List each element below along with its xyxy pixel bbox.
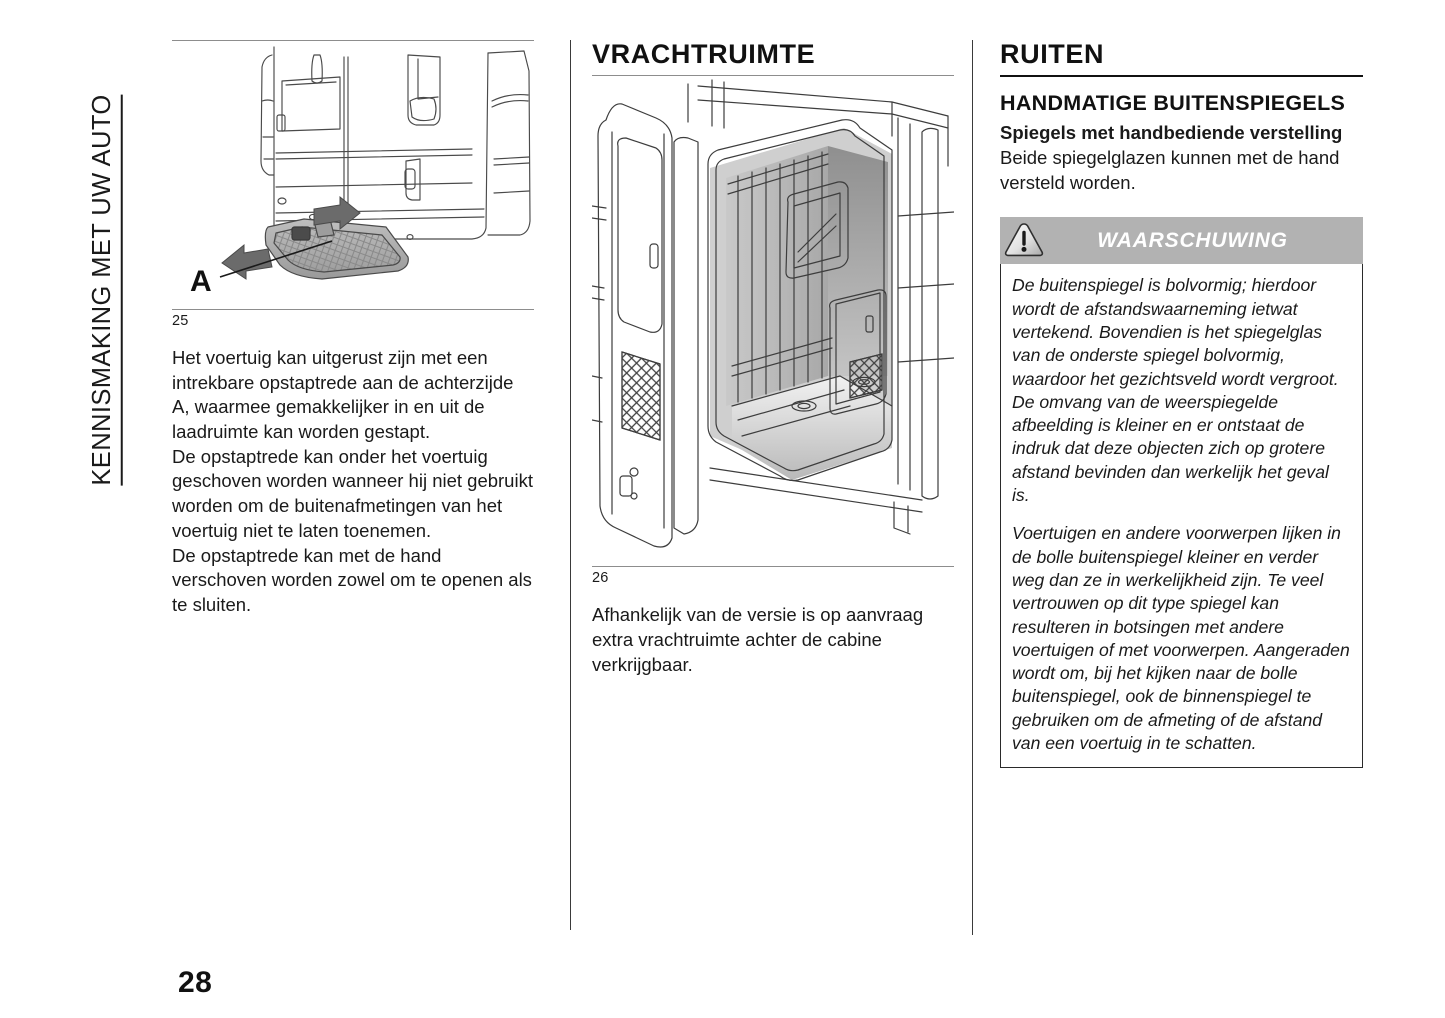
column-two: [592, 40, 954, 677]
column-one-text: [172, 346, 534, 618]
page-title-ruiten: RUITEN: [1000, 39, 1105, 69]
rear-step-extended-illustration: [172, 41, 534, 309]
figure-25: [172, 41, 534, 329]
page-number: 28: [178, 966, 213, 999]
cargo-area-side-door-illustration: [592, 76, 954, 566]
page-title-vrachtruimte: VRACHTRUIMTE: [592, 39, 816, 69]
sub-subheading-spiegels-met-handbediende-verstelling: Spiegels met handbediende verstelling: [1000, 121, 1343, 143]
paragraph: De opstaptrede kan onder het voertuig geschoven worden wanneer hij niet gebruikt worden om de buitenafmetingen van het voertuig niet te laten toenemen.: [172, 445, 533, 541]
figure-26: [592, 76, 954, 586]
warning-triangle-icon: [1002, 219, 1046, 263]
figure-25-number: 25: [172, 313, 189, 329]
ruiten-title-rule: [1000, 75, 1363, 77]
paragraph: Het voertuig kan uitgerust zijn met een intrekbare opstaptrede aan de achterzijde A, waarmee gemakkelijker in en uit de laadruimte kan worden gestapt.: [172, 347, 514, 443]
figure-26-number: 26: [592, 570, 609, 587]
paragraph: Afhankelijk van de versie is op aanvraag extra vrachtruimte achter de cabine verkrijgbaar.: [592, 604, 924, 675]
warning-box: [1000, 264, 1363, 768]
warning-paragraph: Voertuigen en andere voorwerpen lijken in de bolle buitenspiegel kleiner en verder weg dan ze in werkelijkheid zijn. Te veel vertrouwen op dit type spiegel kan resulteren in botsingen met andere voertuigen of met voorwerpen. Aangeraden wordt om, bij het kijken naar de bolle buitenspiegel, ook de binnenspiegel te gebruiken om de afmeting of de afstand van een voertuig in te schatten.: [1012, 523, 1350, 754]
warning-paragraph: De buitenspiegel is bolvormig; hierdoor wordt de afstandswaarneming ietwat vertekend. Bovendien is het spiegelglas van de onderste spiegel bolvormig, waardoor het gezichtsveld wordt vergroot. De omvang van de weerspiegelde afbeelding is kleiner en er ontstaat de indruk dat deze objecten zich op grotere afstand bevinden dan werkelijk het geval is.: [1012, 275, 1339, 506]
column-three: [1000, 40, 1363, 768]
chapter-tab: [78, 40, 134, 540]
warning-banner-label: WAARSCHUWING: [1097, 228, 1288, 252]
column-one: [172, 40, 534, 618]
subheading-handmatige-buitenspiegels: HANDMATIGE BUITENSPIEGELS: [1000, 91, 1346, 116]
paragraph: De opstaptrede kan met de hand verschoven worden zowel om te openen als te sluiten.: [172, 544, 532, 615]
chapter-tab-label: KENNISMAKING MET UW AUTO: [90, 94, 123, 485]
figure-25-callout-a: A: [190, 265, 212, 298]
column-two-text: [592, 603, 954, 677]
column-divider-right: [972, 40, 973, 935]
warning-banner: [1000, 217, 1363, 264]
paragraph: Beide spiegelglazen kunnen met de hand versteld worden.: [1000, 147, 1340, 193]
column-divider-left: [570, 40, 571, 930]
